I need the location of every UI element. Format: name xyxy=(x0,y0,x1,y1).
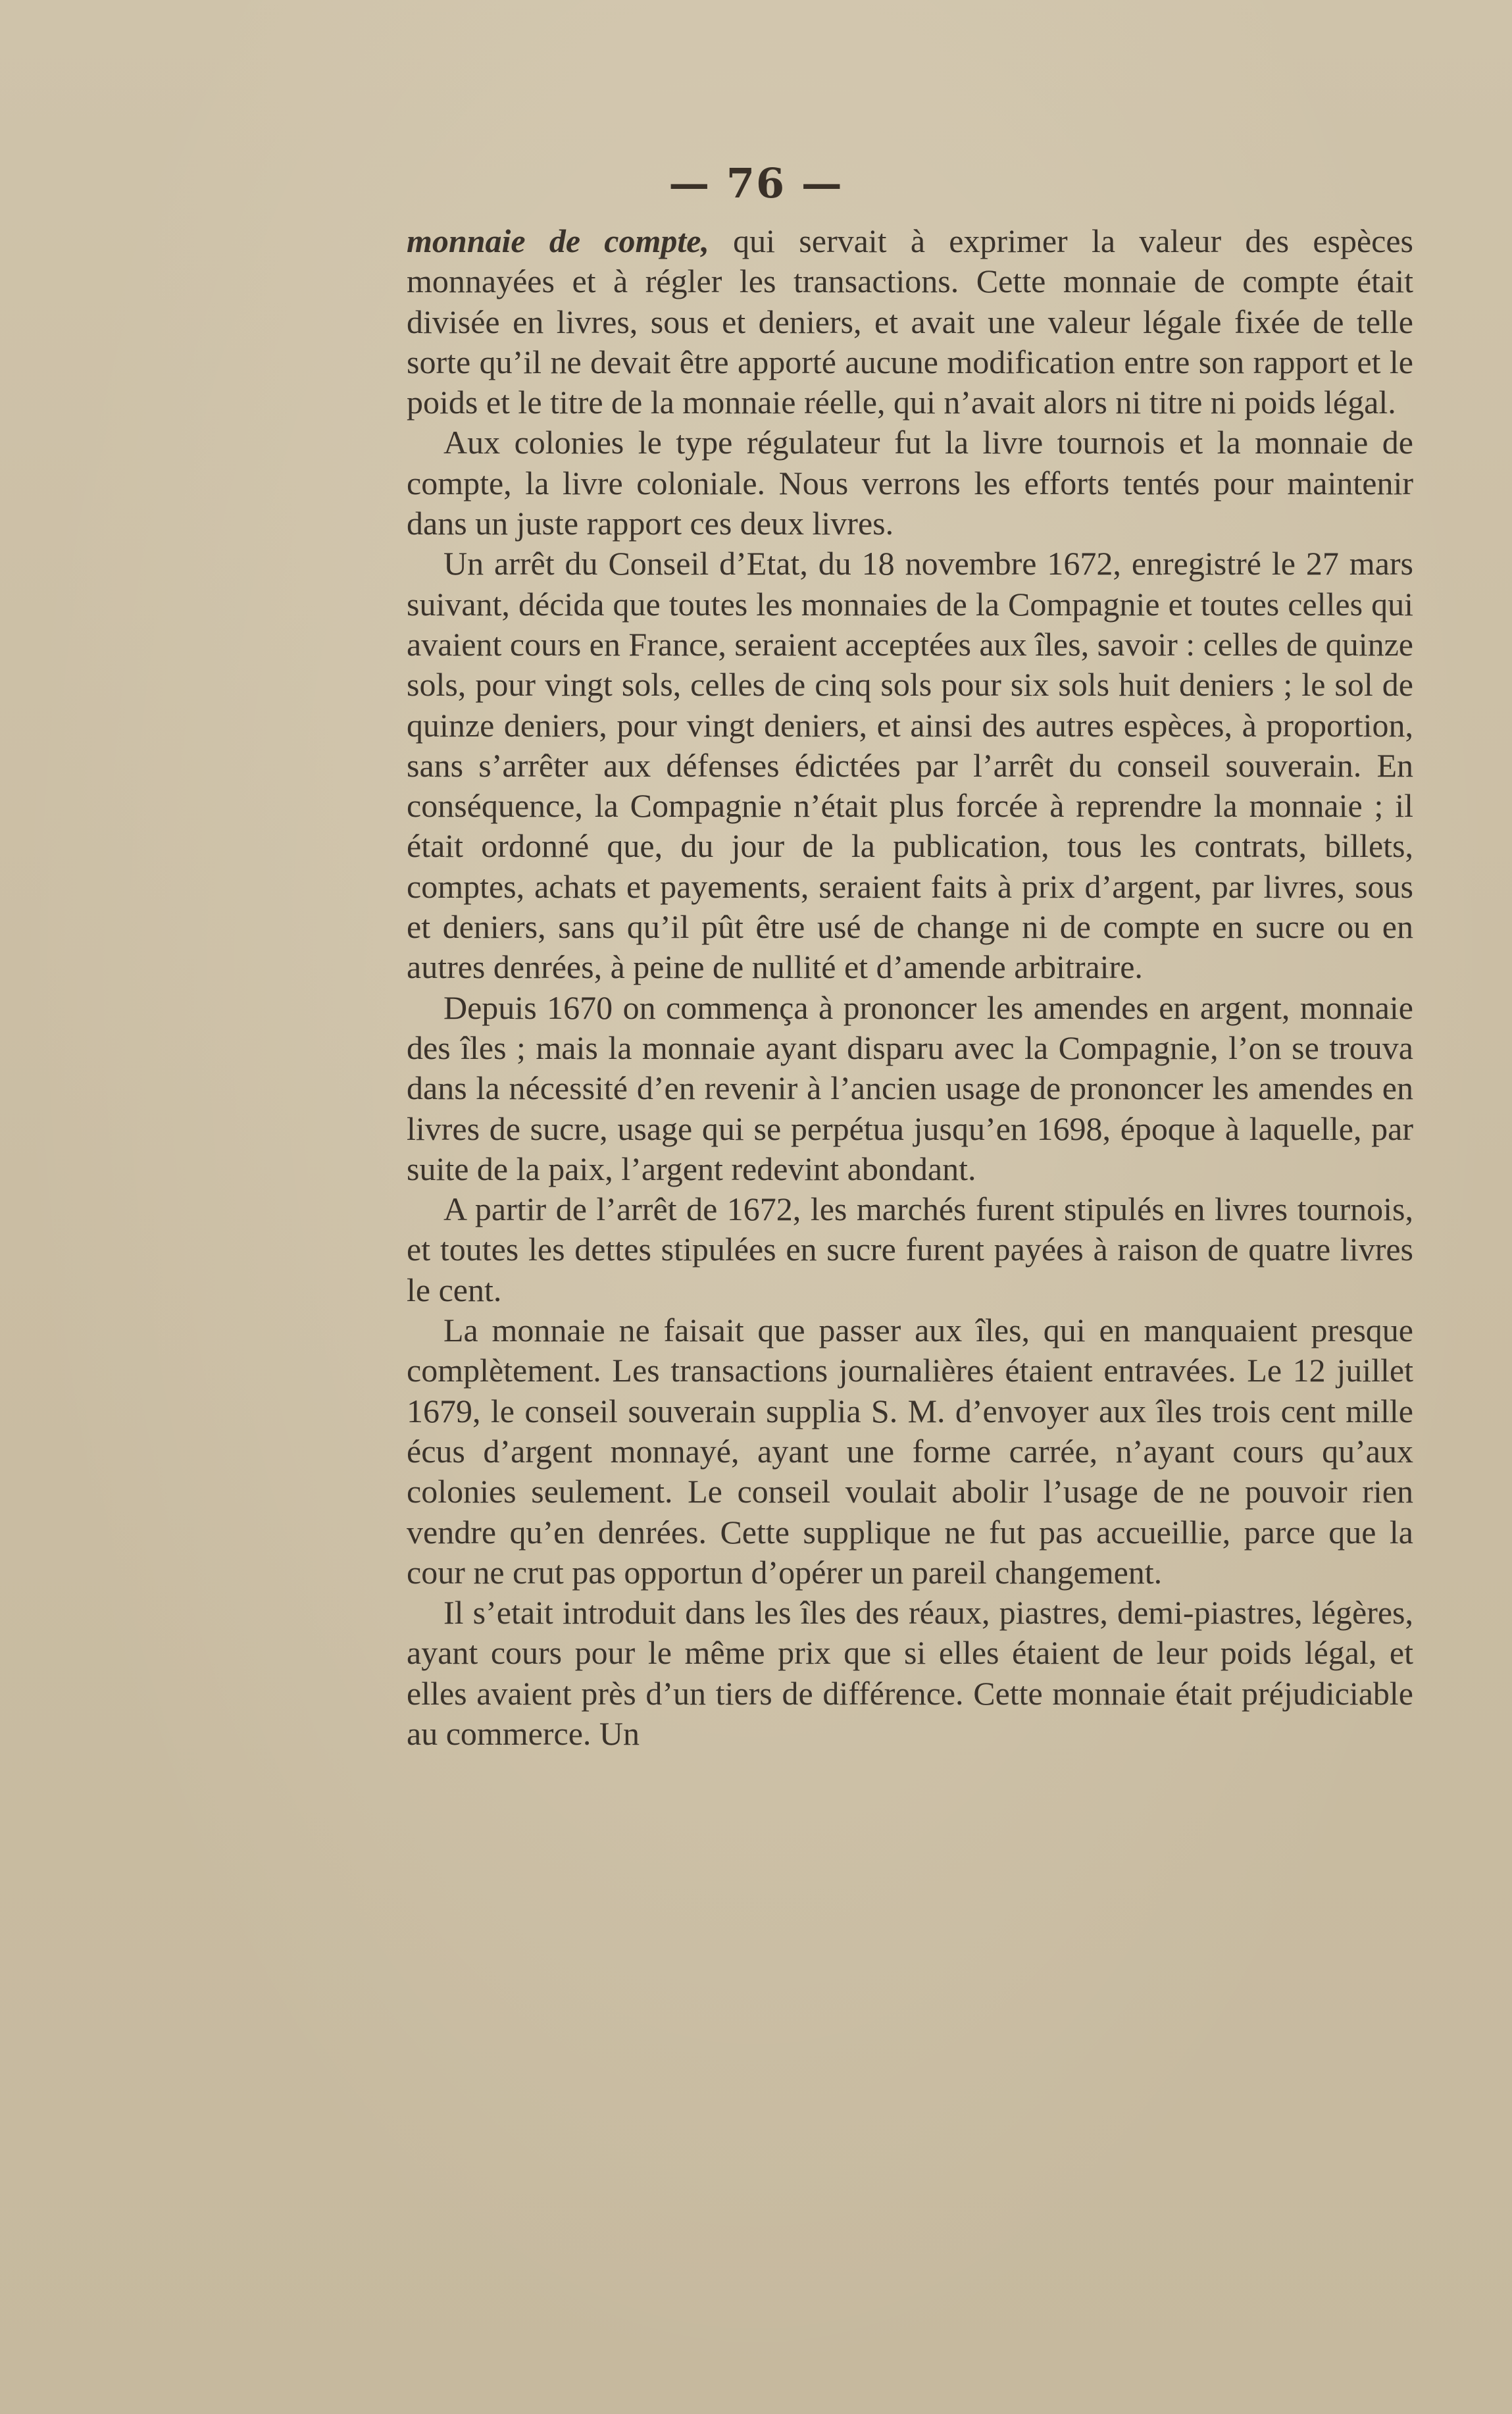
paragraph-1-italic-lead: monnaie de compte, xyxy=(407,222,709,259)
paragraph-5: A partir de l’arrêt de 1672, les marchés furent stipulés en livres tournois, et toutes les dettes stipulées en sucre furent payées à raison de quatre livres le cent. xyxy=(407,1191,1413,1308)
paragraph-3: Un arrêt du Conseil d’Etat, du 18 novembre 1672, enregistré le 27 mars suivant, décida que toutes les monnaies de la Compagnie et toutes celles qui avaient cours en France, seraient acceptées aux îles, savoir : celles de quinze sols, pour vingt sols, celles de cinq sols pour six sols huit deniers ; le sol de quinze deniers, pour vingt deniers, et ainsi des autres espèces, à proportion, sans s’arrêter aux défenses édictées par l’arrêt du conseil souverain. En conséquence, la Compagnie n’était plus forcée à reprendre la monnaie ; il était ordonné que, du jour de la publication, tous les contrats, billets, comptes, achats et payements, seraient faits à prix d’argent, par livres, sous et deniers, sans qu’il pût être usé de change ni de compte en sucre ou en autres denrées, à peine de nullité et d’amende arbitraire. xyxy=(407,545,1413,986)
paragraph-2: Aux colonies le type régulateur fut la livre tournois et la monnaie de compte, la livre coloniale. Nous verrons les efforts tentés pour maintenir dans un juste rapport ces deux livres. xyxy=(407,424,1413,542)
paragraph-7: Il s’etait introduit dans les îles des réaux, piastres, demi-piastres, légères, ayant cours pour le même prix que si elles étaient de leur poids légal, et elles avaient près d’un tiers de différence. Cette monnaie était préjudiciable au commerce. Un xyxy=(407,1594,1413,1752)
paragraph-1 xyxy=(407,221,1413,423)
paragraph-1-text: qui servait à exprimer la valeur des espèces monnayées et à régler les transactions. Cette monnaie de compte était divisée en livres, sous et deniers, et avait une valeur légale fixée de telle sorte qu’il ne devait être apporté aucune modification entre son rapport et le poids et le titre de la monnaie réelle, qui n’avait alors ni titre ni poids légal. xyxy=(407,222,1414,421)
paragraph-6: La monnaie ne faisait que passer aux îles, qui en manquaient presque complètement. Les transactions journalières étaient entravées. Le 12 juillet 1679, le conseil souverain supplia S. M. d’envoyer aux îles trois cent mille écus d’argent monnayé, ayant une forme carrée, n’ayant cours qu’aux colonies seulement. Le conseil voulait abolir l’usage de ne pouvoir rien vendre qu’en denrées. Cette supplique ne fut pas accueillie, parce que la cour ne crut pas opportun d’opérer un pareil changement. xyxy=(407,1312,1413,1591)
page-number: — 76 — xyxy=(668,159,844,207)
paragraph-4: Depuis 1670 on commença à prononcer les amendes en argent, monnaie des îles ; mais la monnaie ayant disparu avec la Compagnie, l’on se trouva dans la nécessité d’en revenir à l’ancien usage de prononcer les amendes en livres de sucre, usage qui se perpétua jusqu’en 1698, époque à laquelle, par suite de la paix, l’argent redevint abondant. xyxy=(407,989,1413,1187)
body-text xyxy=(407,221,1413,1754)
